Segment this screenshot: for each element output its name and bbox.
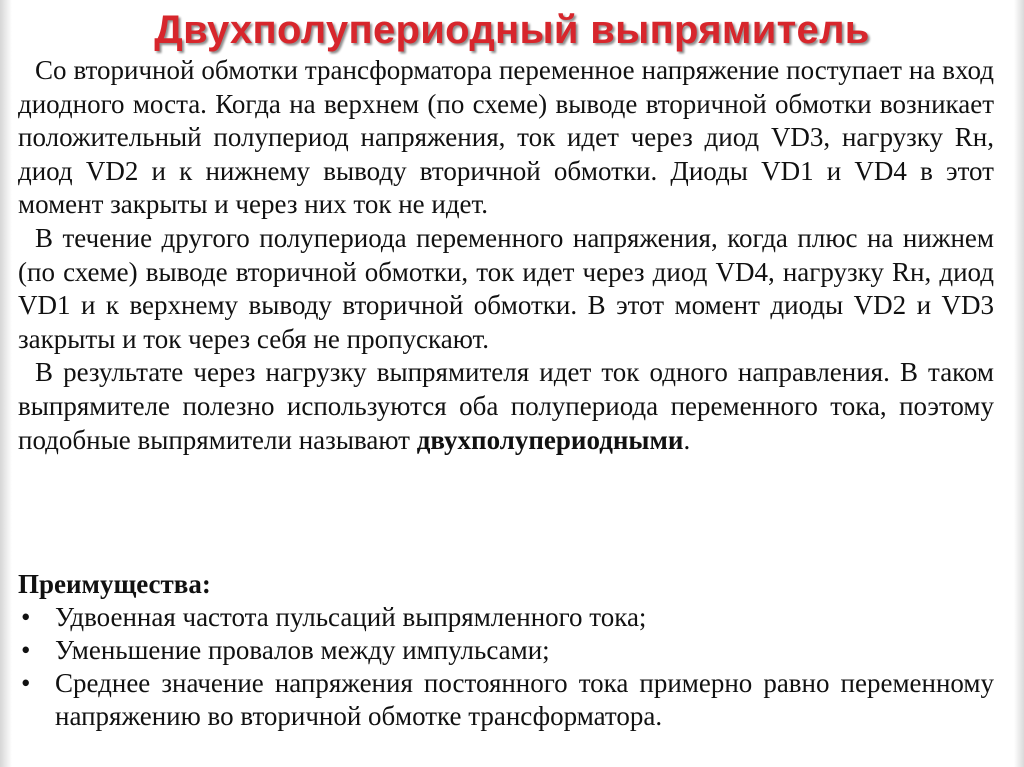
bullet-icon: • — [21, 635, 31, 665]
advantage-item-text: Уменьшение провалов между импульсами; — [55, 635, 550, 665]
bullet-icon: • — [21, 602, 31, 632]
bullet-icon: • — [21, 668, 31, 698]
advantage-item-text: Среднее значение напряжения постоянного тока примерно равно переменному напряжению во вторичной обмотке трансформатора. — [55, 668, 994, 731]
slide-right-edge-shadow — [1014, 0, 1024, 767]
body-text — [18, 54, 994, 457]
paragraph-3-end: . — [683, 424, 691, 455]
advantages-list — [18, 601, 994, 733]
paragraph-2: В течение другого полупериода переменного напряжения, когда плюс на нижнем (по схеме) выводе вторичной обмотки, ток идет через диод VD4, нагрузку Rн, диод VD1 и к верхнему выводу вторичной обмотки. В этот момент диоды VD2 и VD3 закрыты и ток через себя не пропускают. — [18, 222, 994, 354]
paragraph-1: Со вторичной обмотки трансформатора переменное напряжение поступает на вход диодного моста. Когда на верхнем (по схеме) выводе вторичной обмотки возникает положительный полупериод напряжения, ток идет через диод VD3, нагрузку Rн, диод VD2 и к нижнему выводу вторичной обмотки. Диоды VD1 и VD4 в этот момент закрыты и через них ток не идет. — [18, 55, 994, 220]
advantages-section — [18, 568, 994, 733]
paragraph-3-bold-term: двухполупериодными — [416, 424, 684, 455]
advantage-item — [18, 601, 994, 634]
advantages-heading: Преимущества: — [18, 569, 211, 599]
paragraph-3 — [18, 356, 994, 457]
advantage-item — [18, 667, 994, 733]
slide-title: Двухполупериодный выпрямитель — [154, 8, 870, 52]
advantage-item-text: Удвоенная частота пульсаций выпрямленного тока; — [55, 602, 647, 632]
advantage-item — [18, 634, 994, 667]
slide-left-edge-shadow — [0, 0, 12, 767]
paragraph-3-text: В результате через нагрузку выпрямителя идет ток одного направления. В таком выпрямителе полезно используются оба полупериода переменного тока, поэтому подобные выпрямители называют — [18, 357, 994, 455]
